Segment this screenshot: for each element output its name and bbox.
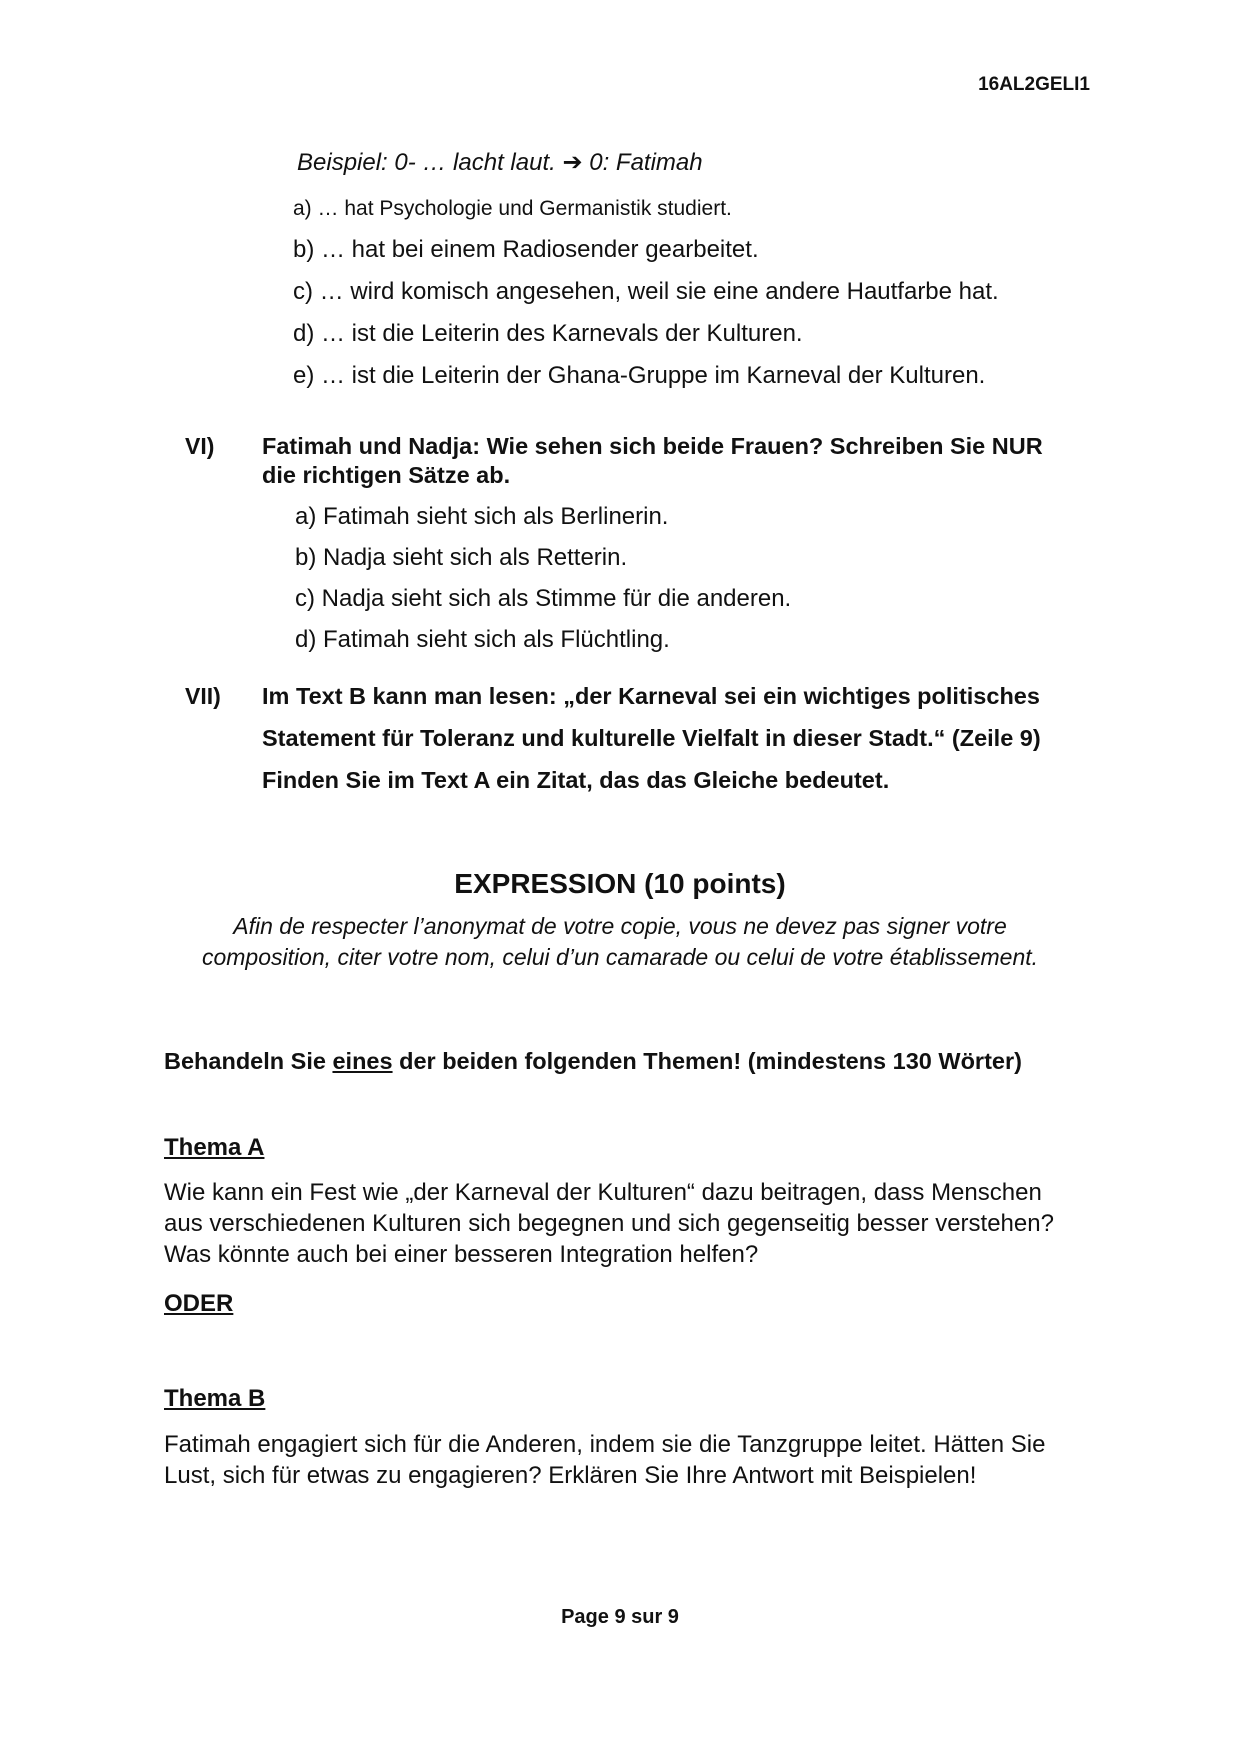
- instruction-text: der beiden folgenden Themen! (mindestens 130 Wörter): [392, 1048, 1022, 1074]
- example-line: [297, 148, 703, 177]
- oder-label: ODER: [164, 1290, 234, 1317]
- thema-a-line2: aus verschiedenen Kulturen sich begegnen und sich gegenseitig besser verstehen?: [164, 1210, 1054, 1237]
- thema-b-line2: Lust, sich für etwas zu engagieren? Erklären Sie Ihre Antwort mit Beispielen!: [164, 1462, 977, 1489]
- list-item: a) Fatimah sieht sich als Berlinerin.: [295, 503, 669, 530]
- question-number-vi: VI): [185, 433, 215, 459]
- document-code: 16AL2GELI1: [978, 74, 1090, 95]
- question-vii-line1: Im Text B kann man lesen: „der Karneval sei ein wichtiges politisches: [262, 683, 1040, 709]
- anonymity-note-line2: composition, citer votre nom, celui d’un camarade ou celui de votre établissement.: [201, 944, 1039, 970]
- instruction-emphasis: eines: [332, 1048, 393, 1074]
- thema-a-title: Thema A: [164, 1134, 265, 1161]
- list-item: e) … ist die Leiterin der Ghana-Gruppe im Karneval der Kulturen.: [293, 362, 986, 389]
- instruction-text: Behandeln Sie: [164, 1048, 333, 1074]
- question-vii-line2: Statement für Toleranz und kulturelle Vielfalt in dieser Stadt.“ (Zeile 9): [262, 725, 1041, 751]
- thema-b-line1: Fatimah engagiert sich für die Anderen, indem sie die Tanzgruppe leitet. Hätten Sie: [164, 1431, 1046, 1458]
- section-heading: EXPRESSION (10 points): [454, 868, 786, 899]
- thema-b-title: Thema B: [164, 1385, 266, 1412]
- question-vi-line1: Fatimah und Nadja: Wie sehen sich beide Frauen? Schreiben Sie NUR: [262, 433, 1043, 459]
- list-item: c) Nadja sieht sich als Stimme für die anderen.: [295, 585, 792, 612]
- question-number-vii: VII): [185, 683, 221, 709]
- thema-a-line1: Wie kann ein Fest wie „der Karneval der Kulturen“ dazu beitragen, dass Menschen: [164, 1179, 1042, 1206]
- question-vii-line3: Finden Sie im Text A ein Zitat, das das Gleiche bedeutet.: [262, 767, 890, 793]
- page-number: Page 9 sur 9: [561, 1606, 679, 1628]
- thema-a-line3: Was könnte auch bei einer besseren Integration helfen?: [164, 1241, 759, 1268]
- example-text: Beispiel: 0- … lacht laut.: [297, 149, 563, 176]
- anonymity-note-line1: Afin de respecter l’anonymat de votre copie, vous ne devez pas signer votre: [233, 913, 1007, 939]
- list-item: a) … hat Psychologie und Germanistik studiert.: [293, 197, 732, 220]
- list-item: c) … wird komisch angesehen, weil sie eine andere Hautfarbe hat.: [293, 278, 999, 305]
- list-item: d) Fatimah sieht sich als Flüchtling.: [295, 626, 670, 653]
- question-vi-line2: die richtigen Sätze ab.: [262, 462, 511, 488]
- list-item: b) Nadja sieht sich als Retterin.: [295, 544, 628, 571]
- arrow-icon: ➔: [562, 149, 583, 176]
- example-answer: 0: Fatimah: [582, 149, 703, 176]
- task-instruction: [164, 1048, 1022, 1075]
- list-item: d) … ist die Leiterin des Karnevals der Kulturen.: [293, 320, 803, 347]
- list-item: b) … hat bei einem Radiosender gearbeitet.: [293, 236, 759, 263]
